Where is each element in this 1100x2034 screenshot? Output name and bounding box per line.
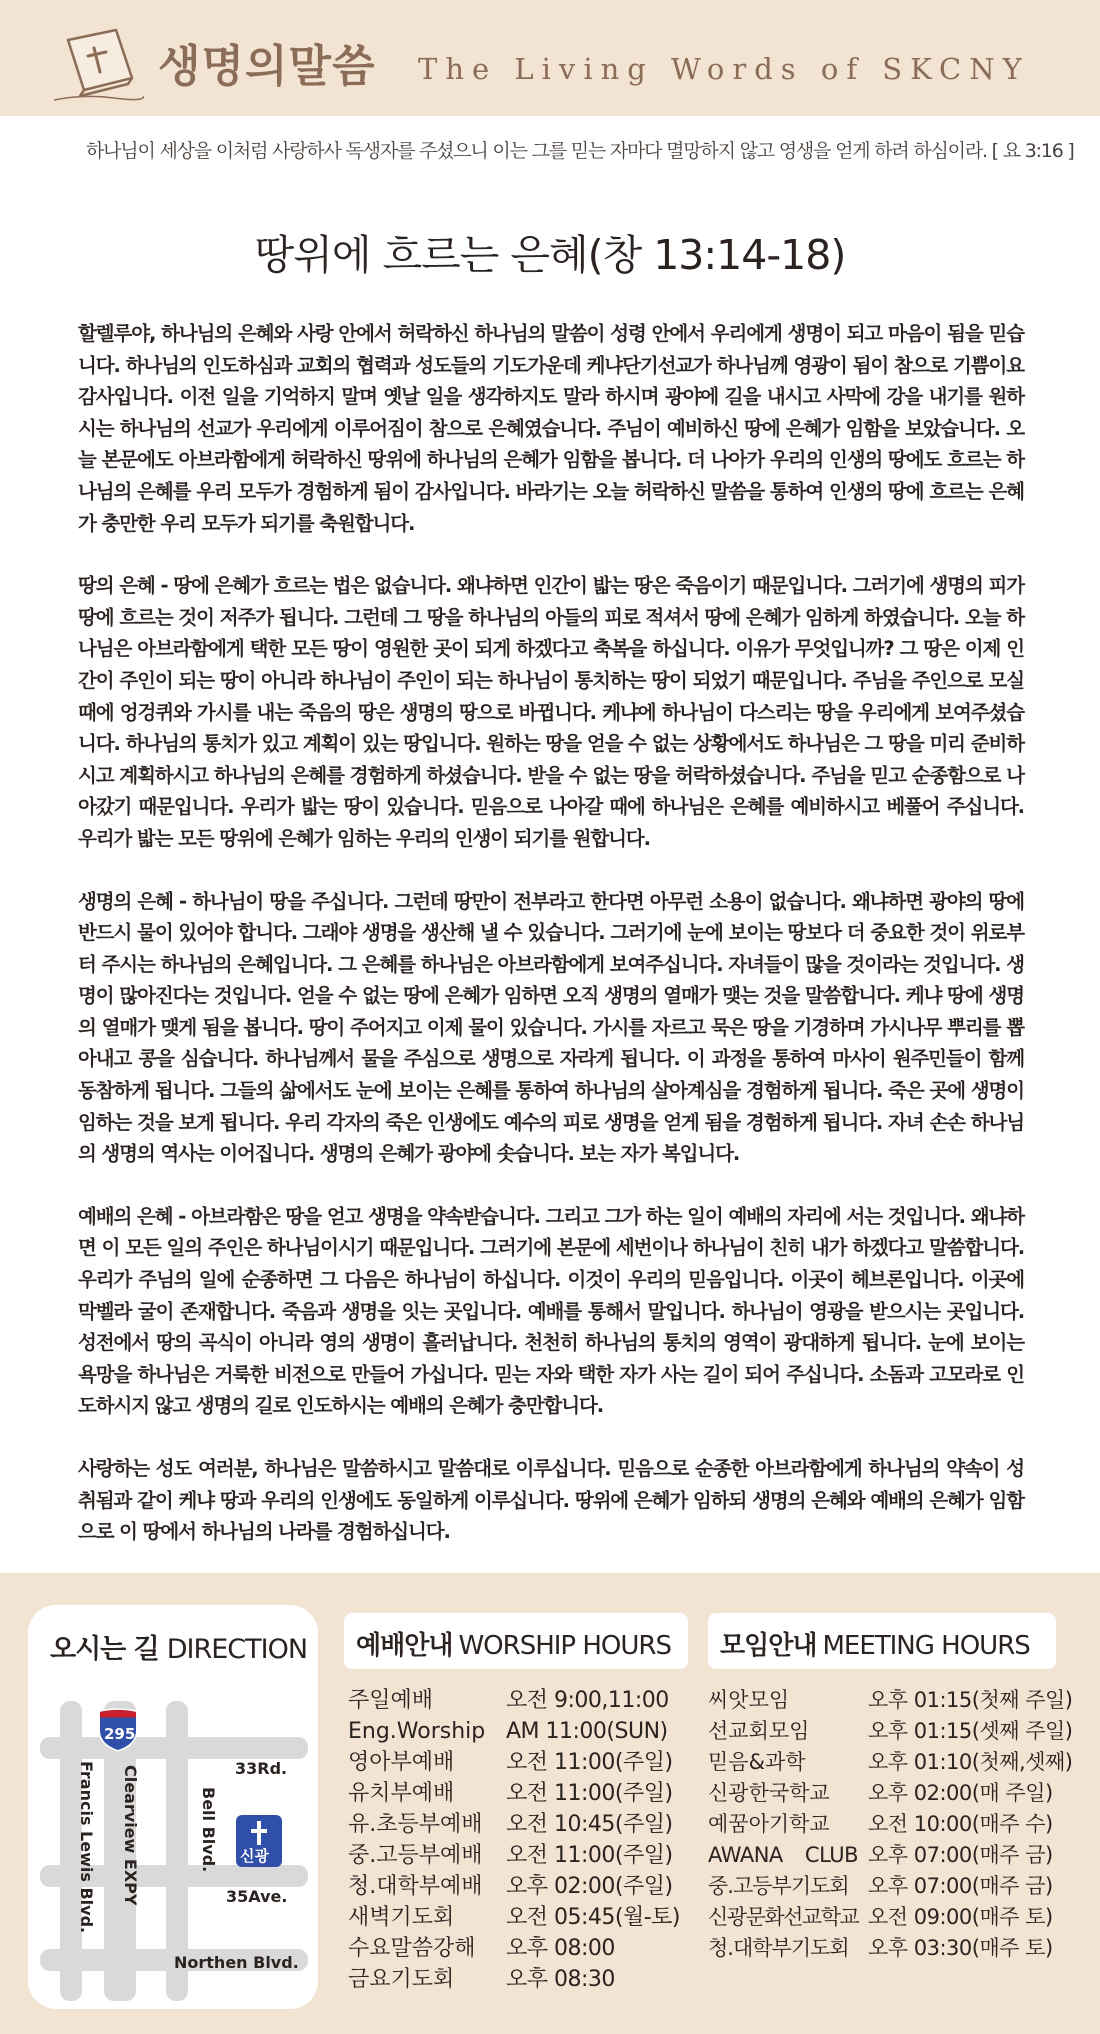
worship-name: 수요말씀강해 <box>348 1936 476 1961</box>
meeting-row <box>708 1747 1072 1778</box>
meeting-row <box>708 1902 1072 1933</box>
meeting-row <box>708 1716 1072 1747</box>
worship-hours-tab <box>344 1613 688 1669</box>
bible-icon <box>54 24 144 104</box>
sermon-title: 땅위에 흐르는 은혜(창 13:14-18) <box>254 231 846 279</box>
meeting-row <box>708 1933 1072 1964</box>
worship-time: 오후 02:00(주일) <box>506 1874 673 1899</box>
worship-row <box>348 1747 680 1778</box>
meeting-schedule <box>708 1685 1072 1964</box>
worship-time: 오전 11:00(주일) <box>506 1750 673 1775</box>
interstate-number: 295 <box>104 1725 136 1743</box>
worship-row <box>348 1778 680 1809</box>
worship-title-en: WORSHIP HOURS <box>458 1631 671 1661</box>
sermon-body <box>78 318 1024 1579</box>
worship-schedule <box>348 1685 680 1995</box>
worship-time: 오후 08:00 <box>506 1936 615 1961</box>
direction-title-en: DIRECTION <box>166 1634 308 1665</box>
direction-title <box>50 1627 307 1666</box>
worship-row <box>348 1933 680 1964</box>
meeting-time: 오후 03:30(매주 토) <box>868 1936 1053 1960</box>
meeting-time: 오후 07:00(매주 금) <box>868 1843 1053 1867</box>
sermon-paragraph: 할렐루야, 하나님의 은혜와 사랑 안에서 허락하신 하나님의 말씀이 성령 안에서 우리에게 생명이 되고 마음이 됨을 믿습니다. 하나님의 인도하심과 교회의 협력과 성도들의 기도가운데 케냐단기선교가 하나님께 영광이 됨이 참으로 기쁨이요 감사입니다. 이전 일을 기억하지 말며 옛날 일을 생각하지도 말라 하시며 광야에 길을 내시고 사막에 강을 내기를 원하시는 하나님의 선교가 우리에게 이루어짐이 참으로 은혜였습니다. 주님이 예비하신 땅에 은혜가 임함을 보았습니다. 오늘 본문에도 아브라함에게 허락하신 땅위에 하나님의 은혜가 임함을 봅니다. 더 나아가 우리의 인생의 땅에도 흐르는 하나님의 은혜를 우리 모두가 경험하게 됨이 감사입니다. 바라기는 오늘 허락하신 말씀을 통하여 인생의 땅에 흐르는 은혜가 충만한 우리 모두가 되기를 축원합니다. <box>78 322 1024 535</box>
meeting-hours-tab <box>708 1613 1056 1669</box>
meeting-row <box>708 1840 1072 1871</box>
direction-title-ko: 오시는 길 <box>50 1634 159 1665</box>
label-francis-lewis: Francis Lewis Blvd. <box>77 1761 96 1934</box>
worship-row <box>348 1902 680 1933</box>
meeting-row <box>708 1809 1072 1840</box>
worship-time: 오전 11:00(주일) <box>506 1843 673 1868</box>
direction-card <box>28 1605 318 2009</box>
brand-english: The Living Words of SKCNY <box>418 52 1030 86</box>
worship-row <box>348 1964 680 1995</box>
worship-name: 새벽기도회 <box>348 1905 455 1930</box>
church-logo-text: 신광 <box>240 1847 269 1865</box>
meeting-name: 믿음&과학 <box>708 1750 806 1774</box>
meeting-name: 청.대학부기도회 <box>708 1936 849 1960</box>
meeting-time: 오후 01:10(첫째,셋째) <box>868 1750 1073 1774</box>
meeting-title-ko: 모임안내 <box>720 1631 817 1661</box>
meeting-time: 오후 07:00(매주 금) <box>868 1874 1053 1898</box>
brand-korean: 생명의말씀 <box>158 41 376 92</box>
worship-name: 금요기도회 <box>348 1967 455 1992</box>
meeting-row <box>708 1871 1072 1902</box>
worship-row <box>348 1809 680 1840</box>
meeting-name: AWANA CLUB <box>708 1843 858 1867</box>
meeting-row <box>708 1685 1072 1716</box>
worship-row <box>348 1685 680 1716</box>
sermon-paragraph: 땅의 은혜 - 땅에 은혜가 흐르는 법은 없습니다. 왜냐하면 인간이 밟는 땅은 죽음이기 때문입니다. 그러기에 생명의 피가 땅에 흐르는 것이 저주가 됩니다. 그런데 그 땅을 하나님의 아들의 피로 적셔서 땅에 은혜가 임하게 하였습니다. 오늘 하나님은 아브라함에게 택한 모든 땅이 영원한 곳이 되게 하겠다고 축복을 하십니다. 이유가 무엇입니까? 그 땅은 이제 인간이 주인이 되는 땅이 아니라 하나님이 주인이 되는 하나님이 통치하는 땅이 되었기 때문입니다. 주님을 주인으로 모실 때에 엉겅퀴와 가시를 내는 죽음의 땅은 생명의 땅으로 바뀝니다. 케냐에 하나님이 다스리는 땅을 우리에게 보여주셨습니다. 하나님의 통치가 있고 계획이 있는 땅입니다. 원하는 땅을 얻을 수 없는 상황에서도 하나님은 그 땅을 미리 준비하시고 계획하시고 하나님의 은혜를 경험하게 하셨습니다. 받을 수 없는 땅을 허락하셨습니다. 주님을 믿고 순종함으로 나아갔기 때문입니다. 우리가 밟는 땅이 있습니다. 믿음으로 나아갈 때에 하나님은 은혜를 예비하시고 베풀어 주십니다. 우리가 밟는 모든 땅위에 은혜가 임하는 우리의 인생이 되기를 원합니다. <box>78 574 1024 850</box>
meeting-time: 오후 02:00(매 주일) <box>868 1781 1053 1805</box>
worship-row <box>348 1871 680 1902</box>
worship-name: 영아부예배 <box>348 1750 455 1775</box>
worship-name: 유치부예배 <box>348 1781 455 1806</box>
worship-time: 오전 05:45(월-토) <box>506 1905 681 1930</box>
worship-title-ko: 예배안내 <box>356 1631 453 1661</box>
worship-row <box>348 1716 680 1747</box>
meeting-name: 중.고등부기도회 <box>708 1874 849 1898</box>
bible-verse: 하나님이 세상을 이처럼 사랑하사 독생자를 주셨으니 이는 그를 믿는 자마다 멸망하지 않고 영생을 얻게 하려 하심이라. [ 요 3:16 ] <box>86 140 1074 162</box>
label-bell: Bell Blvd. <box>199 1787 218 1873</box>
meeting-name: 신광한국학교 <box>708 1781 830 1805</box>
label-northen: Northen Blvd. <box>174 1953 299 1972</box>
meeting-row <box>708 1778 1072 1809</box>
worship-time: 오전 10:45(주일) <box>506 1812 673 1837</box>
label-35ave: 35Ave. <box>226 1887 288 1906</box>
worship-time: 오전 9:00,11:00 <box>506 1688 669 1713</box>
label-33rd: 33Rd. <box>235 1759 288 1778</box>
meeting-time: 오후 01:15(첫째 주일) <box>868 1688 1073 1712</box>
worship-time: 오전 11:00(주일) <box>506 1781 673 1806</box>
worship-name: 중.고등부예배 <box>348 1843 483 1868</box>
meeting-time: 오전 10:00(매주 수) <box>868 1812 1053 1836</box>
worship-name: 유.초등부예배 <box>348 1812 483 1837</box>
worship-name: Eng.Worship <box>348 1719 486 1744</box>
meeting-time: 오전 09:00(매주 토) <box>868 1905 1053 1929</box>
meeting-name: 신광문화선교학교 <box>708 1905 859 1929</box>
sermon-paragraph: 생명의 은혜 - 하나님이 땅을 주십니다. 그런데 땅만이 전부라고 한다면 아무런 소용이 없습니다. 왜냐하면 광야의 땅에 반드시 물이 있어야 합니다. 그래야 생명을 생산해 낼 수 있습니다. 그러기에 눈에 보이는 땅보다 더 중요한 것이 위로부터 주시는 하나님의 은혜입니다. 그 은혜를 하나님은 아브라함에게 보여주십니다. 자녀들이 많을 것이라는 것입니다. 생명이 많아진다는 것입니다. 얻을 수 없는 땅에 은혜가 임하면 오직 생명의 열매가 맺는 것을 말씀합니다. 케냐 땅에 생명의 열매가 맺게 됨을 봅니다. 땅이 주어지고 이제 물이 있습니다. 가시를 자르고 묵은 땅을 기경하며 가시나무 뿌리를 뽑아내고 콩을 심습니다. 하나님께서 물을 주심으로 생명으로 자라게 됩니다. 이 과정을 통하여 마사이 원주민들이 함께 동참하게 됩니다. 그들의 삶에서도 눈에 보이는 은혜를 통하여 하나님의 살아계심을 경험하게 됩니다. 죽은 곳에 생명이 임하는 것을 보게 됩니다. 우리 각자의 죽은 인생에도 예수의 피로 생명을 얻게 됨을 경험하게 됩니다. 자녀 손손 하나님의 생명의 역사는 이어집니다. 생명의 은혜가 광야에 솟습니다. 보는 자가 복입니다. <box>78 889 1024 1166</box>
worship-name: 주일예배 <box>348 1688 434 1713</box>
direction-map <box>40 1701 308 2001</box>
meeting-name: 씨앗모임 <box>708 1688 790 1712</box>
sermon-paragraph: 사랑하는 성도 여러분, 하나님은 말씀하시고 말씀대로 이루십니다. 믿음으로 순종한 아브라함에게 하나님의 약속이 성취됨과 같이 케냐 땅과 우리의 인생에도 동일하게 이루십니다. 땅위에 은혜가 임하되 생명의 은혜와 예배의 은혜가 임함으로 이 땅에서 하나님의 나라를 경험하십니다. <box>78 1457 1024 1544</box>
worship-name: 청.대학부예배 <box>348 1874 483 1899</box>
label-clearview: Clearview EXPY <box>121 1765 140 1906</box>
meeting-time: 오후 01:15(셋째 주일) <box>868 1719 1073 1743</box>
meeting-title-en: MEETING HOURS <box>822 1631 1030 1661</box>
worship-time: 오후 08:30 <box>506 1967 615 1992</box>
footer-band <box>0 1573 1100 2034</box>
worship-row <box>348 1840 680 1871</box>
header-band <box>0 0 1100 116</box>
church-logo <box>236 1815 282 1867</box>
meeting-name: 선교회모임 <box>708 1719 810 1743</box>
sermon-paragraph: 예배의 은혜 - 아브라함은 땅을 얻고 생명을 약속받습니다. 그리고 그가 하는 일이 예배의 자리에 서는 것입니다. 왜냐하면 이 모든 일의 주인은 하나님이시기 때문입니다. 그러기에 본문에 세번이나 하나님이 친히 내가 하겠다고 말씀합니다. 우리가 주님의 일에 순종하면 그 다음은 하나님이 하십니다. 이것이 우리의 믿음입니다. 이곳이 헤브론입니다. 이곳에 막벨라 굴이 존재합니다. 죽음과 생명을 잇는 곳입니다. 예배를 통해서 말입니다. 하나님이 영광을 받으시는 곳입니다. 성전에서 땅의 곡식이 아니라 영의 생명이 흘러납니다. 천천히 하나님의 통치의 영역이 광대하게 됩니다. 눈에 보이는 욕망을 하나님은 거룩한 비전으로 만들어 가십니다. 믿는 자와 택한 자가 사는 길이 되어 주십니다. 소돔과 고모라로 인도하시지 않고 생명의 길로 인도하시는 예배의 은혜가 충만합니다. <box>78 1204 1024 1418</box>
worship-time: AM 11:00(SUN) <box>506 1719 668 1744</box>
meeting-name: 예꿈아기학교 <box>708 1812 830 1836</box>
